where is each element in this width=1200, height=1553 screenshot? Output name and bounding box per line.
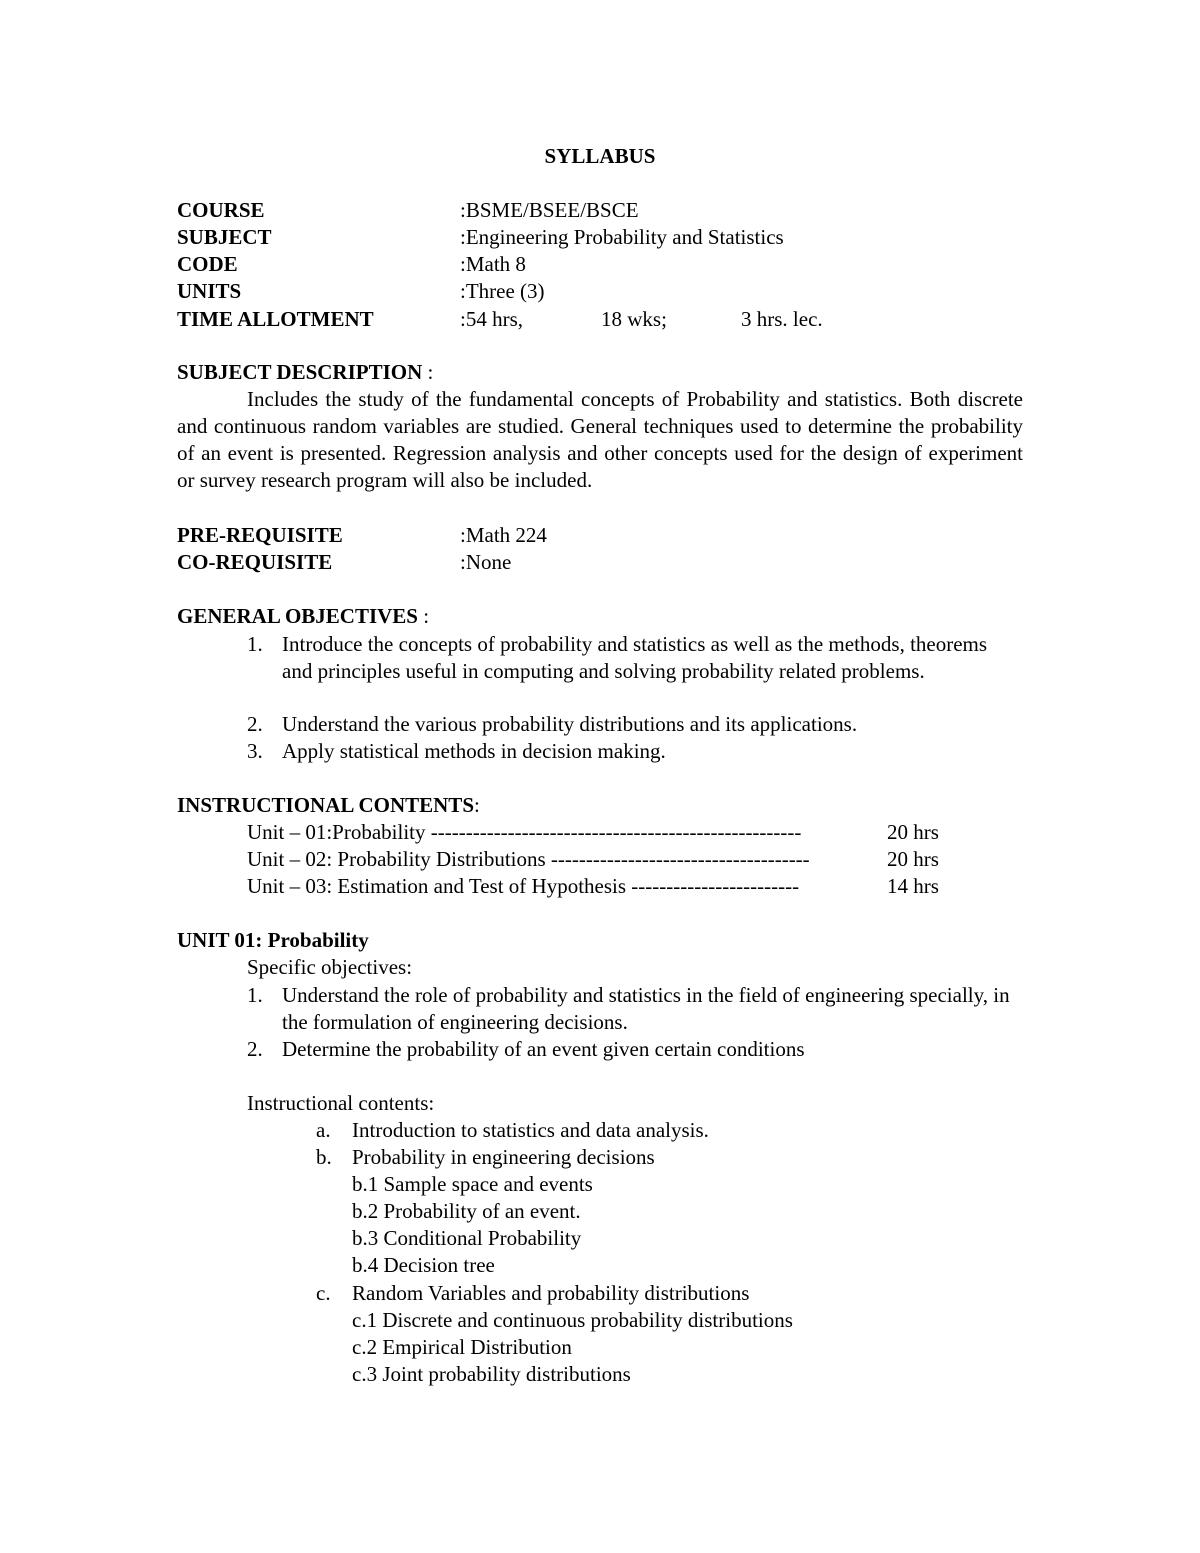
content-subitem: c.1 Discrete and continuous probability distributions	[352, 1308, 793, 1332]
unit-hours: 20 hrs	[887, 820, 939, 844]
content-letter: a.	[316, 1118, 331, 1142]
units-value: :Three (3)	[460, 279, 545, 303]
course-label: COURSE	[177, 198, 265, 222]
content-subitem: b.2 Probability of an event.	[352, 1199, 581, 1223]
content-subitem: b.1 Sample space and events	[352, 1172, 593, 1196]
objective-number: 2.	[247, 712, 263, 736]
content-letter: b.	[316, 1145, 332, 1169]
unit-hours: 14 hrs	[887, 874, 939, 898]
time-allotment-hours: :54 hrs,	[460, 307, 523, 331]
page-title: SYLLABUS	[544, 144, 656, 168]
time-allotment-label: TIME ALLOTMENT	[177, 307, 374, 331]
unit01-label-prefix: UNIT 01:	[177, 928, 268, 952]
unit-line: Unit – 01:Probability -----------------------------------------------------	[247, 820, 802, 844]
specific-objective-number: 1.	[247, 983, 263, 1007]
instructional-contents-heading	[177, 792, 480, 819]
instructional-contents-label: INSTRUCTIONAL CONTENTS	[177, 793, 474, 817]
specific-objective-text: Understand the role of probability and statistics in the field of engineering specially, in the formulation of engineering decisions.	[282, 983, 1010, 1034]
subject-description-text	[177, 386, 1023, 494]
specific-objective-number: 2.	[247, 1037, 263, 1061]
unit-hours: 20 hrs	[887, 847, 939, 871]
content-subitem: b.4 Decision tree	[352, 1253, 495, 1277]
content-item: Random Variables and probability distributions	[352, 1281, 750, 1305]
subject-description-heading	[177, 359, 433, 386]
content-subitem: b.3 Conditional Probability	[352, 1226, 582, 1250]
subject-description-body: Includes the study of the fundamental concepts of Probability and statistics. Both discrete and continuous random variables are studied. General techniques used to determine the probability of an event is presented. Regression analysis and other concepts used for the design of experiment or survey research program will also be included.	[177, 387, 1023, 492]
code-label: CODE	[177, 252, 238, 276]
specific-objectives-label: Specific objectives:	[247, 955, 413, 979]
objective-number: 3.	[247, 739, 263, 763]
objective-number: 1.	[247, 632, 263, 656]
objective-text: Apply statistical methods in decision making.	[282, 739, 666, 763]
course-value: :BSME/BSEE/BSCE	[460, 198, 639, 222]
unit-line: Unit – 02: Probability Distributions -------------------------------------	[247, 847, 810, 871]
content-subitem: c.3 Joint probability distributions	[352, 1362, 631, 1386]
prerequisite-value: :Math 224	[460, 523, 547, 547]
objective-text: Understand the various probability distributions and its applications.	[282, 712, 858, 736]
code-value: :Math 8	[460, 252, 526, 276]
time-allotment-weeks: 18 wks;	[601, 307, 667, 331]
corequisite-label: CO-REQUISITE	[177, 550, 333, 574]
general-objectives-colon: :	[418, 604, 430, 628]
subject-description-label: SUBJECT DESCRIPTION	[177, 360, 423, 384]
general-objectives-heading	[177, 603, 429, 630]
general-objectives-label: GENERAL OBJECTIVES	[177, 604, 418, 628]
objective-text: Introduce the concepts of probability and statistics as well as the methods, theorems and principles useful in computing and solving probability related problems.	[282, 632, 988, 683]
instructional-contents-colon: :	[474, 793, 480, 817]
unit01-label-title: Probability	[267, 928, 369, 952]
content-item: Probability in engineering decisions	[352, 1145, 655, 1169]
units-label: UNITS	[177, 279, 242, 303]
specific-objective-text: Determine the probability of an event given certain conditions	[282, 1037, 805, 1061]
subject-value: :Engineering Probability and Statistics	[460, 225, 784, 249]
unit01-heading	[177, 927, 369, 954]
subject-label: SUBJECT	[177, 225, 272, 249]
subject-description-colon: :	[422, 360, 434, 384]
instructional-contents-sublabel: Instructional contents:	[247, 1091, 435, 1115]
time-allotment-lecture: 3 hrs. lec.	[741, 307, 823, 331]
content-item: Introduction to statistics and data analysis.	[352, 1118, 709, 1142]
corequisite-value: :None	[460, 550, 512, 574]
content-subitem: c.2 Empirical Distribution	[352, 1335, 572, 1359]
unit-line: Unit – 03: Estimation and Test of Hypothesis ------------------------	[247, 874, 800, 898]
content-letter: c.	[316, 1281, 331, 1305]
prerequisite-label: PRE-REQUISITE	[177, 523, 343, 547]
